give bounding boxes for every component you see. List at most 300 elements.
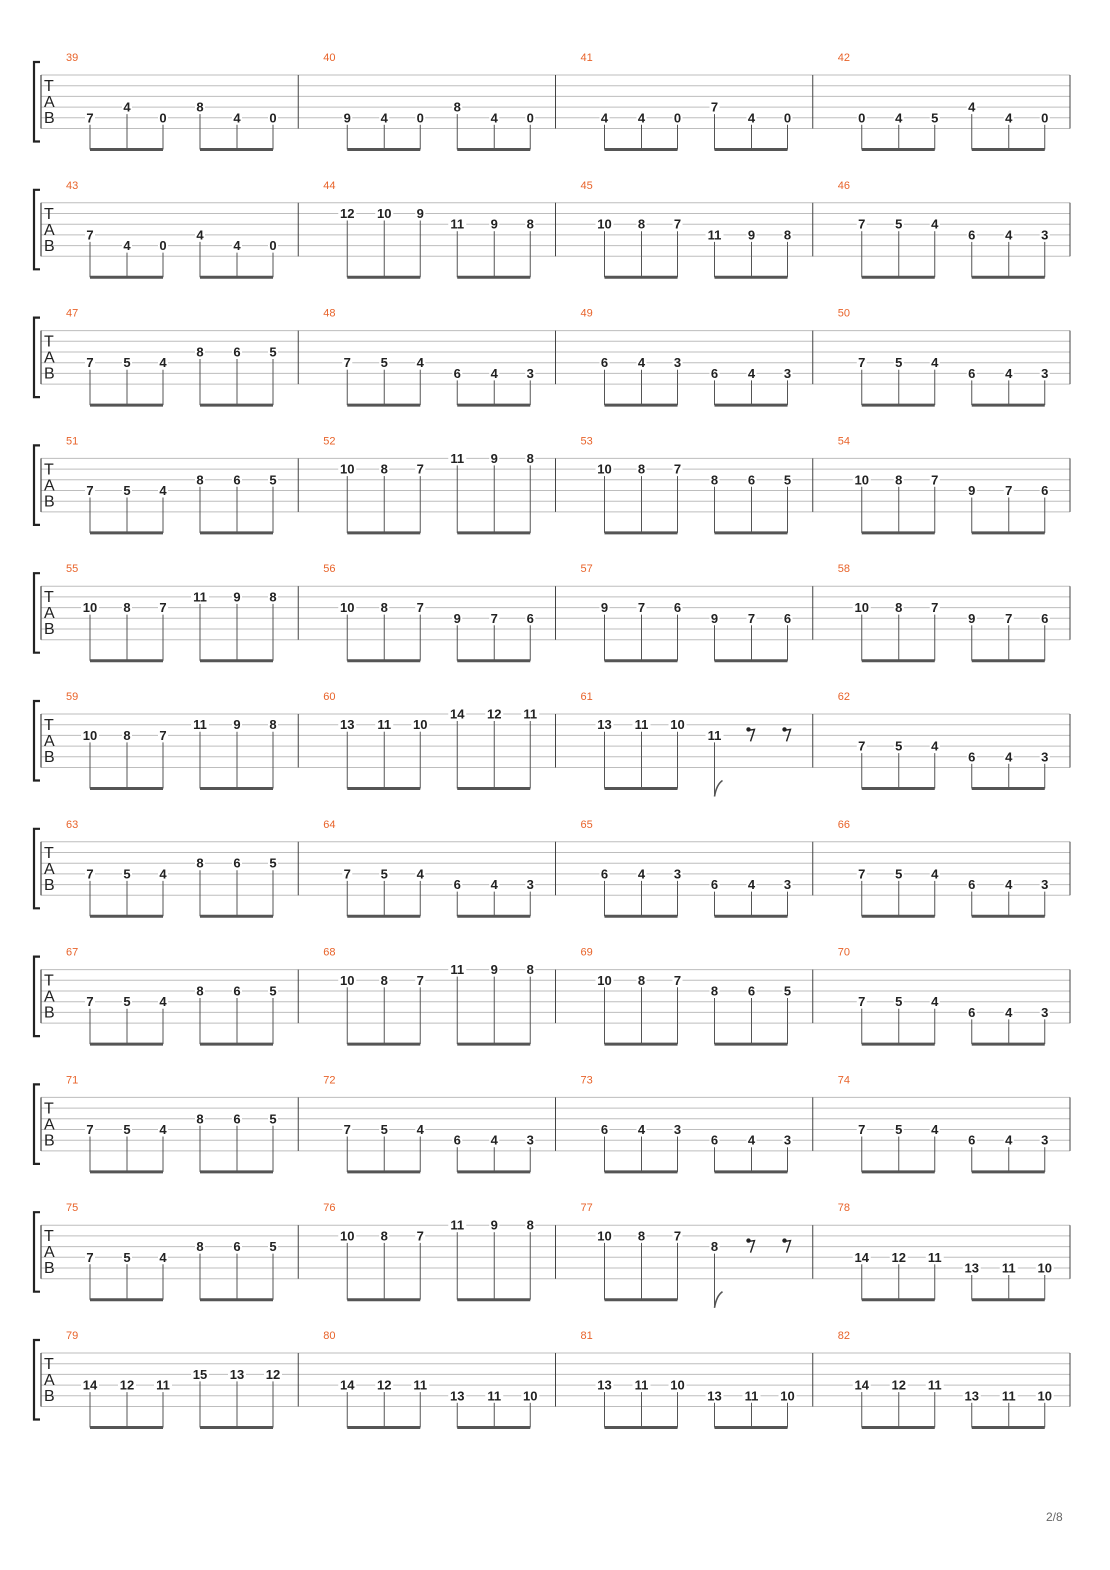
fret-number: 5 [269, 983, 277, 999]
fret-number: 10 [377, 206, 392, 221]
measure-number: 68 [323, 946, 336, 959]
measure [838, 563, 1050, 661]
fret-number: 4 [637, 866, 646, 882]
tab-clef-letter: T [44, 717, 54, 734]
tab-clef-letter: B [44, 493, 55, 511]
fret-number: 4 [490, 877, 498, 893]
fret-number: 9 [490, 216, 498, 232]
measure-number: 53 [580, 435, 593, 448]
fret-number: 4 [931, 738, 939, 754]
fret-number: 4 [123, 99, 131, 115]
measure [581, 180, 793, 277]
fret-number: 4 [600, 110, 609, 126]
tab-clef-letter: A [44, 733, 55, 750]
measure-number: 73 [580, 1074, 593, 1087]
fret-number: 7 [159, 727, 167, 743]
fret-number: 11 [193, 717, 207, 733]
fret-number: 6 [710, 877, 719, 893]
measure [66, 52, 278, 150]
tab-clef-letter: B [44, 110, 55, 127]
staff-system [34, 1202, 1070, 1308]
fret-number: 3 [1041, 1132, 1049, 1148]
fret-number: 10 [597, 1228, 612, 1244]
measure-number: 59 [66, 691, 79, 703]
measure [66, 1330, 282, 1428]
staff-bracket [34, 1212, 40, 1292]
fret-number: 5 [269, 344, 277, 360]
fret-number: 7 [747, 610, 756, 626]
measure [581, 1330, 797, 1428]
measure [323, 819, 535, 917]
tab-clef-letter: B [44, 876, 55, 894]
fret-number: 12 [265, 1366, 281, 1382]
measure [838, 1202, 1054, 1300]
fret-number: 4 [637, 110, 646, 126]
measure-number: 51 [66, 435, 79, 448]
fret-number: 6 [968, 1132, 976, 1148]
fret-number: 8 [710, 472, 719, 488]
tab-clef-letter: A [44, 94, 55, 111]
tab-clef-letter: A [44, 1372, 55, 1389]
fret-number: 6 [526, 610, 534, 626]
fret-number: 4 [233, 238, 241, 254]
staff-system [34, 819, 1070, 917]
measure [66, 819, 278, 917]
measure-number: 54 [837, 435, 850, 448]
fret-number: 3 [783, 1132, 792, 1148]
fret-number: 11 [193, 589, 207, 605]
fret-number: 4 [747, 877, 756, 893]
fret-number: 10 [597, 461, 612, 477]
fret-number: 10 [82, 727, 98, 743]
fret-number: 5 [895, 355, 903, 371]
fret-number: 4 [1005, 1004, 1013, 1020]
fret-number: 4 [1005, 1132, 1013, 1148]
measure [323, 180, 535, 277]
fret-number: 7 [86, 110, 94, 126]
fret-number: 11 [707, 727, 722, 743]
fret-number: 5 [123, 866, 131, 882]
measure-number: 42 [837, 52, 850, 64]
fret-number: 9 [416, 206, 424, 221]
fret-number: 7 [86, 227, 94, 243]
tab-clef-letter: T [44, 1100, 54, 1118]
fret-number: 8 [196, 855, 204, 871]
fret-number: 6 [600, 1122, 609, 1137]
fret-number: 4 [490, 1132, 498, 1148]
fret-number: 5 [931, 110, 939, 126]
tab-clef-letter: A [44, 860, 55, 878]
fret-number: 7 [86, 483, 94, 498]
fret-number: 10 [780, 1388, 795, 1404]
fret-number: 6 [453, 1132, 461, 1148]
fret-number: 4 [1005, 227, 1013, 243]
measure-number: 82 [837, 1330, 850, 1342]
fret-number: 7 [858, 1122, 866, 1137]
fret-number: 0 [526, 110, 534, 126]
fret-number: 11 [634, 717, 649, 733]
fret-number: 5 [269, 1239, 277, 1255]
measure-number: 47 [66, 307, 79, 320]
fret-number: 11 [1001, 1260, 1016, 1276]
measure-number: 61 [580, 691, 593, 703]
tab-clef-letter: A [44, 988, 55, 1006]
fret-number: 5 [269, 855, 277, 871]
fret-number: 5 [783, 472, 792, 488]
fret-number: 7 [343, 866, 351, 882]
measure-number: 43 [66, 179, 79, 192]
fret-number: 3 [673, 355, 682, 371]
measure [581, 1202, 791, 1308]
fret-number: 8 [895, 600, 903, 616]
staff-system [34, 1074, 1070, 1172]
staff-system [34, 563, 1070, 661]
measure [66, 1074, 278, 1172]
tab-clef-letter: A [44, 221, 55, 239]
fret-number: 10 [340, 1228, 355, 1244]
measure-number: 75 [66, 1202, 79, 1215]
fret-number: 5 [123, 1122, 131, 1137]
fret-number: 4 [637, 1122, 646, 1137]
note-flag [715, 1292, 723, 1308]
tab-clef-letter: B [44, 1260, 55, 1278]
fret-number: 6 [710, 1132, 719, 1148]
fret-number: 7 [416, 972, 424, 988]
fret-number: 9 [968, 610, 976, 626]
measure-number: 39 [66, 52, 79, 64]
fret-number: 6 [1041, 483, 1049, 498]
measure-number: 55 [66, 563, 79, 576]
fret-number: 8 [710, 1239, 719, 1255]
staff-bracket [34, 445, 40, 525]
fret-number: 7 [1005, 610, 1013, 626]
measure [838, 52, 1050, 150]
fret-number: 10 [854, 600, 869, 616]
measure [838, 180, 1050, 277]
fret-number: 6 [968, 877, 976, 893]
fret-number: 8 [895, 472, 903, 488]
staff-system [34, 691, 1070, 797]
staff-system [34, 180, 1070, 277]
measure-number: 64 [323, 818, 336, 831]
measure-number: 62 [837, 691, 850, 703]
fret-number: 4 [637, 355, 646, 371]
fret-number: 5 [123, 355, 131, 371]
fret-number: 3 [783, 365, 792, 381]
fret-number: 3 [1041, 1004, 1049, 1020]
measure-number: 44 [323, 179, 336, 192]
measure-number: 67 [66, 946, 79, 959]
measure [581, 435, 793, 533]
fret-number: 13 [964, 1388, 979, 1404]
fret-number: 10 [597, 216, 612, 232]
fret-number: 4 [1005, 749, 1013, 765]
fret-number: 6 [453, 365, 461, 381]
fret-number: 3 [526, 365, 534, 381]
fret-number: 10 [1037, 1260, 1052, 1276]
measure-number: 74 [837, 1074, 850, 1087]
fret-number: 8 [783, 227, 792, 243]
fret-number: 6 [233, 1239, 241, 1255]
fret-number: 7 [858, 866, 866, 882]
fret-number: 6 [233, 855, 241, 871]
fret-number: 5 [269, 472, 277, 488]
fret-number: 9 [710, 610, 719, 626]
measure-number: 52 [323, 435, 336, 448]
fret-number: 4 [196, 227, 204, 243]
fret-number: 8 [269, 589, 277, 605]
measure-number: 70 [837, 946, 850, 959]
fret-number: 7 [858, 355, 866, 371]
fret-number: 11 [450, 962, 465, 978]
fret-number: 8 [380, 600, 388, 616]
fret-number: 8 [526, 450, 534, 466]
measure-number: 81 [580, 1330, 593, 1342]
fret-number: 7 [86, 866, 94, 882]
fret-number: 6 [968, 1004, 976, 1020]
measure [838, 947, 1050, 1045]
fret-number: 15 [192, 1366, 208, 1382]
fret-number: 8 [526, 216, 534, 232]
fret-number: 11 [927, 1377, 942, 1393]
fret-number: 4 [747, 365, 756, 381]
fret-number: 6 [968, 365, 976, 381]
staff-bracket [34, 1084, 40, 1164]
staff-bracket [34, 829, 40, 909]
measure [581, 691, 791, 797]
tab-clef-letter: T [44, 461, 54, 479]
fret-number: 5 [895, 1122, 903, 1137]
staff-bracket [34, 62, 40, 142]
fret-number: 11 [744, 1388, 759, 1404]
tab-clef-letter: B [44, 749, 55, 766]
fret-number: 0 [159, 238, 167, 254]
measure-number: 57 [580, 563, 593, 576]
fret-number: 5 [269, 1111, 277, 1127]
tab-clef-letter: A [44, 605, 55, 623]
measure-number: 80 [323, 1330, 336, 1342]
fret-number: 14 [450, 706, 465, 722]
measure [66, 435, 278, 533]
fret-number: 4 [380, 110, 388, 126]
fret-number: 8 [526, 962, 534, 978]
fret-number: 12 [891, 1249, 906, 1265]
fret-number: 8 [380, 1228, 388, 1244]
measure-number: 66 [837, 818, 850, 831]
staff-bracket [34, 957, 40, 1037]
tab-clef-letter: B [44, 237, 55, 255]
fret-number: 5 [895, 738, 903, 754]
page-number: 2/8 [1046, 1510, 1063, 1524]
fret-number: 8 [637, 972, 646, 988]
tab-clef-letter: B [44, 1132, 55, 1150]
fret-number: 10 [854, 472, 869, 488]
fret-number: 5 [783, 983, 792, 999]
measure-number: 50 [837, 307, 850, 320]
fret-number: 6 [600, 355, 609, 371]
staff-system [34, 52, 1070, 150]
fret-number: 7 [416, 461, 424, 477]
staff-bracket [34, 190, 40, 269]
fret-number: 10 [523, 1388, 538, 1404]
note-flag [715, 781, 723, 797]
measure [581, 563, 793, 661]
fret-number: 10 [340, 600, 355, 616]
fret-number: 4 [123, 238, 131, 254]
fret-number: 8 [637, 216, 646, 232]
tab-clef-letter: T [44, 589, 54, 607]
fret-number: 4 [159, 994, 167, 1010]
fret-number: 6 [233, 472, 241, 488]
fret-number: 4 [159, 355, 167, 371]
measure-number: 79 [66, 1330, 79, 1342]
tab-clef-letter: B [44, 1388, 55, 1405]
fret-number: 13 [964, 1260, 979, 1276]
fret-number: 13 [340, 717, 355, 733]
fret-number: 4 [1005, 110, 1013, 126]
fret-number: 4 [1005, 877, 1013, 893]
fret-number: 7 [86, 994, 94, 1010]
fret-number: 11 [1001, 1388, 1016, 1404]
fret-number: 8 [637, 461, 646, 477]
fret-number: 4 [490, 365, 498, 381]
fret-number: 11 [450, 1217, 465, 1233]
measure [66, 563, 278, 661]
fret-number: 7 [343, 355, 351, 371]
fret-number: 5 [895, 866, 903, 882]
measure-number: 40 [323, 52, 336, 64]
measure [323, 1330, 539, 1428]
fret-number: 5 [380, 355, 388, 371]
fret-number: 8 [123, 727, 131, 743]
fret-number: 4 [1005, 365, 1013, 381]
fret-number: 10 [340, 461, 355, 477]
fret-number: 8 [196, 472, 204, 488]
measure [838, 308, 1050, 406]
fret-number: 6 [233, 983, 241, 999]
measure-number: 48 [323, 307, 336, 320]
fret-number: 4 [931, 994, 939, 1010]
tab-clef-letter: A [44, 477, 55, 495]
fret-number: 8 [526, 1217, 534, 1233]
fret-number: 6 [453, 877, 461, 893]
fret-number: 0 [269, 110, 277, 126]
fret-number: 12 [487, 706, 502, 722]
fret-number: 6 [747, 983, 756, 999]
measure [323, 1202, 535, 1300]
fret-number: 4 [931, 216, 939, 232]
tab-clef-letter: T [44, 1228, 54, 1246]
fret-number: 11 [487, 1388, 502, 1404]
fret-number: 12 [340, 206, 355, 221]
fret-number: 8 [380, 972, 388, 988]
fret-number: 9 [233, 717, 241, 733]
fret-number: 7 [931, 472, 939, 488]
fret-number: 4 [159, 866, 167, 882]
measure [581, 947, 793, 1045]
measure-number: 45 [580, 179, 593, 192]
fret-number: 6 [968, 227, 976, 243]
fret-number: 6 [783, 610, 792, 626]
tab-clef-letter: B [44, 365, 55, 383]
measure-number: 76 [323, 1202, 336, 1215]
tab-clef-letter: A [44, 1116, 55, 1134]
measure [581, 819, 793, 917]
fret-number: 7 [637, 600, 646, 616]
tab-clef-letter: B [44, 621, 55, 639]
fret-number: 8 [637, 1228, 646, 1244]
fret-number: 3 [783, 877, 792, 893]
fret-number: 6 [968, 749, 976, 765]
fret-number: 0 [269, 238, 277, 254]
fret-number: 7 [931, 600, 939, 616]
fret-number: 0 [673, 110, 682, 126]
measure [838, 1074, 1050, 1172]
fret-number: 10 [413, 717, 428, 733]
fret-number: 10 [670, 1377, 685, 1393]
fret-number: 4 [895, 110, 903, 126]
fret-number: 6 [233, 1111, 241, 1127]
tab-clef-letter: T [44, 844, 54, 862]
measure [323, 308, 535, 406]
measure [66, 947, 278, 1045]
fret-number: 3 [1041, 365, 1049, 381]
measure-number: 69 [580, 946, 593, 959]
fret-number: 11 [927, 1249, 942, 1265]
fret-number: 4 [931, 355, 939, 371]
fret-number: 5 [380, 866, 388, 882]
measure-number: 60 [323, 691, 336, 703]
fret-number: 13 [707, 1388, 722, 1404]
fret-number: 10 [82, 600, 98, 616]
measure-number: 78 [837, 1202, 850, 1215]
fret-number: 13 [450, 1388, 465, 1404]
fret-number: 6 [600, 866, 609, 882]
fret-number: 5 [895, 216, 903, 232]
tab-clef-letter: T [44, 333, 54, 351]
fret-number: 8 [196, 1111, 204, 1127]
fret-number: 10 [1037, 1388, 1052, 1404]
fret-number: 10 [340, 972, 355, 988]
measure [323, 435, 535, 533]
fret-number: 8 [269, 717, 277, 733]
measure-number: 49 [580, 307, 593, 320]
measure [66, 691, 278, 789]
fret-number: 10 [597, 972, 612, 988]
fret-number: 8 [453, 99, 461, 115]
fret-number: 7 [673, 1228, 682, 1244]
fret-number: 14 [854, 1249, 869, 1265]
fret-number: 11 [413, 1377, 428, 1393]
fret-number: 6 [673, 600, 682, 616]
fret-number: 0 [1041, 110, 1049, 126]
measure-number: 72 [323, 1074, 336, 1087]
fret-number: 6 [747, 472, 756, 488]
measure [66, 308, 278, 406]
fret-number: 6 [1041, 610, 1049, 626]
fret-number: 0 [783, 110, 792, 126]
fret-number: 12 [891, 1377, 906, 1393]
fret-number: 4 [416, 355, 424, 371]
fret-number: 14 [854, 1377, 869, 1393]
fret-number: 8 [123, 600, 131, 616]
measure [323, 947, 535, 1045]
fret-number: 7 [710, 99, 719, 115]
measure [581, 52, 793, 150]
fret-number: 4 [416, 866, 424, 882]
tab-clef-letter: T [44, 972, 54, 990]
fret-number: 7 [858, 738, 866, 754]
